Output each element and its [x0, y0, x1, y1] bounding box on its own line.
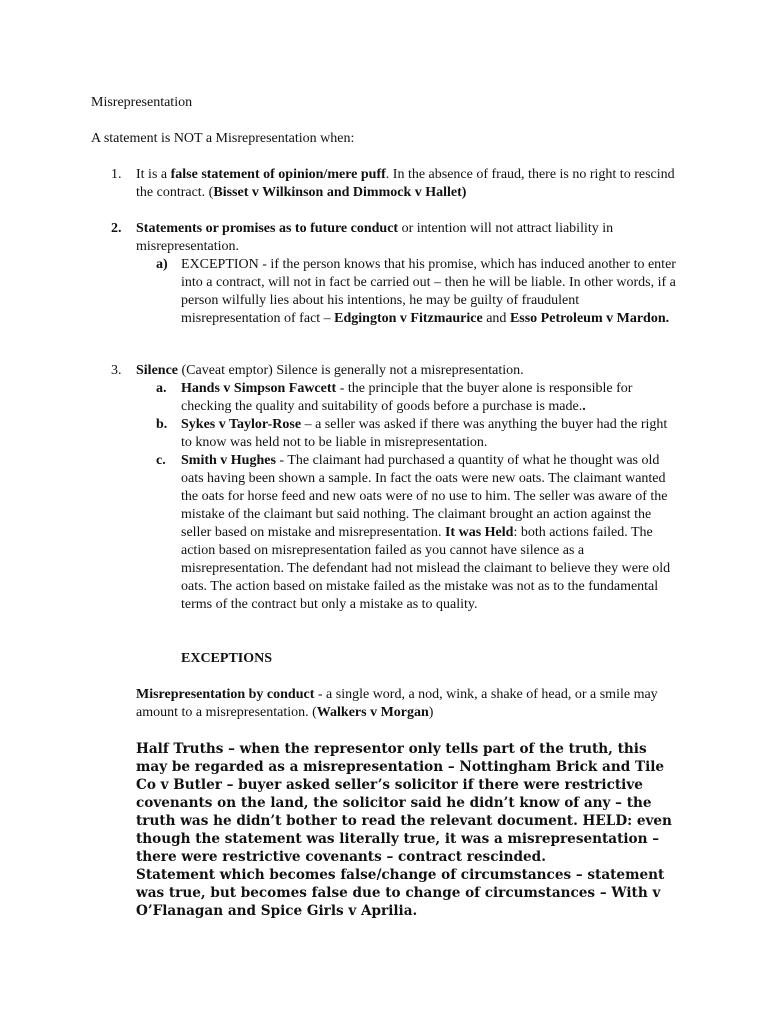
text-run: – statement was true, but becomes false due to change of circumstances – — [136, 867, 665, 901]
text-run: – when the representor only tells part of the truth, this may be regarded as a misrepresentation – — [136, 741, 647, 775]
list-item-2 — [91, 220, 681, 256]
case-citation: With v O’Flanagan and Spice Girls v Aprilia. — [136, 885, 661, 919]
intro-line: A statement is NOT a Misrepresentation when: — [91, 131, 355, 146]
bold-run: . — [582, 399, 586, 414]
sub-item-text — [181, 380, 681, 416]
case-citation: Edgington v Fitzmaurice — [334, 311, 483, 326]
bold-run: It was Held — [444, 525, 514, 540]
text-run: – a seller was asked if there was anything the buyer had the right to know was held not to be liable in misrepresentation. — [181, 417, 668, 450]
case-citation: Esso Petroleum v Mardon. — [509, 311, 670, 326]
case-citation: Sykes v Taylor-Rose — [181, 417, 302, 432]
sub-label: c. — [156, 453, 166, 468]
list-item-text — [136, 220, 681, 256]
sub-item-3a — [136, 380, 681, 416]
bold-run: false statement of opinion/mere puff — [170, 167, 386, 182]
list-number: 3. — [111, 363, 122, 378]
sub-item-text — [181, 256, 681, 328]
exceptions-heading: EXCEPTIONS — [181, 651, 273, 666]
case-citation: Hands v Simpson Fawcett — [181, 381, 337, 396]
bold-run: Half Truths — [136, 741, 224, 757]
text-run: – buyer asked seller’s solicitor if there were restrictive covenants on the land, the solicitor said he didn’t know of any – the truth was he didn’t bother to read the relevant document. HELD: even though the statement was literally true, it was a misrepresentation – there were restrictive covenants – contract rescinded. — [136, 777, 672, 865]
case-citation: Bisset v Wilkinson and Dimmock v Hallet) — [213, 185, 467, 200]
list-item-3 — [91, 362, 681, 380]
sub-label: a) — [156, 257, 168, 272]
sub-item-3c — [136, 452, 681, 614]
half-truths-paragraph — [136, 740, 681, 866]
sub-item-text — [181, 452, 681, 614]
text-run: It is a — [136, 167, 171, 182]
list-number: 2. — [111, 221, 122, 236]
text-run: ) — [428, 705, 434, 720]
text-run: . In the absence of fraud, there is no right to rescind the contract. ( — [136, 167, 675, 200]
text-run: - the principle that the buyer alone is responsible for checking the quality and suitability of goods before a purchase is made. — [181, 381, 633, 414]
sub-item-text — [181, 416, 681, 452]
list-item-1 — [91, 166, 681, 202]
bold-run: Misrepresentation by conduct — [136, 687, 315, 702]
list-number: 1. — [111, 167, 122, 182]
conduct-paragraph — [136, 686, 681, 722]
sub-item-3b — [136, 416, 681, 452]
case-citation: Walkers v Morgan — [316, 705, 429, 720]
sub-item-2a — [136, 256, 681, 328]
text-run: (Caveat emptor) Silence is generally not a misrepresentation. — [178, 363, 524, 378]
case-citation: Nottingham Brick and Tile Co v Butler — [136, 759, 665, 793]
sub-label: a. — [156, 381, 167, 396]
text-run: : both actions failed. The action based on misrepresentation failed as you cannot have silence as a misrepresentation. The defendant had not mislead the claimant to believe they were old oats. The action based on mistake failed as the mistake was not as to the fundamental terms of the contract but only a mistake as to quality. — [181, 525, 671, 612]
text-run: or intention will not attract liability in misrepresentation. — [136, 221, 614, 254]
bold-run: Statements or promises as to future conduct — [136, 221, 399, 236]
change-of-circumstances-paragraph — [136, 866, 681, 920]
document-title: Misrepresentation — [91, 95, 193, 110]
text-run: EXCEPTION - if the person knows that his promise, which has induced another to enter into a contract, will not in fact be carried out – then he will be liable. In other words, if a person wilfully lies about his intentions, he may be guilty of fraudulent misrepresentation of fact – — [181, 257, 676, 326]
text-run: - The claimant had purchased a quantity of what he thought was old oats having been shown a sample. In fact the oats were new oats. The claimant wanted the oats for horse feed and new oats were of no use to him. The seller was aware of the mistake of the claimant but said nothing. The claimant brought an action against the seller based on mistake and misrepresentation. — [181, 453, 668, 540]
text-run: and — [482, 311, 510, 326]
bold-run: Silence — [136, 363, 178, 378]
list-item-text — [136, 166, 681, 202]
sub-label: b. — [156, 417, 168, 432]
bold-run: Statement which becomes false/change of circumstances — [136, 867, 572, 883]
case-citation: Smith v Hughes — [181, 453, 276, 468]
text-run: - a single word, a nod, wink, a shake of head, or a smile may amount to a misrepresentation. ( — [136, 687, 658, 720]
list-item-text — [136, 362, 681, 380]
